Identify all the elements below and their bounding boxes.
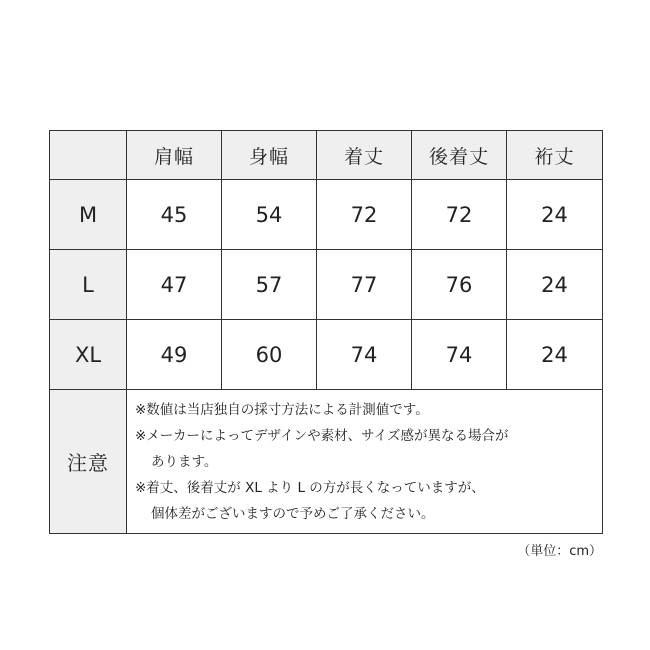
table-cell: 47 [127,250,222,320]
table-cell: 72 [412,180,507,250]
notes-label: 注意 [50,390,127,534]
header-back-length: 後着丈 [412,131,507,180]
table-cell: 24 [507,250,603,320]
table-cell: 57 [222,250,317,320]
size-chart-table [49,130,603,534]
note-line: 個体差がございますので予めご了承ください。 [151,505,435,522]
size-label: L [50,250,127,320]
corner-cell [50,131,127,180]
notes-row [50,390,603,534]
table-cell: 60 [222,320,317,390]
table-row-m [50,180,603,250]
table-cell: 74 [412,320,507,390]
table-row-l [50,250,603,320]
size-label: M [50,180,127,250]
header-length: 着丈 [317,131,412,180]
note-line: ※着丈、後着丈が XL より L の方が長くなっていますが、 [135,479,485,496]
table-cell: 49 [127,320,222,390]
header-body-width: 身幅 [222,131,317,180]
header-shoulder-width: 肩幅 [127,131,222,180]
header-sleeve-length: 裄丈 [507,131,603,180]
table-cell: 77 [317,250,412,320]
note-line: ※数値は当店独自の採寸方法による計測値です。 [135,401,429,418]
table-cell: 45 [127,180,222,250]
table-row-xl [50,320,603,390]
table-cell: 24 [507,180,603,250]
size-label: XL [50,320,127,390]
table-cell: 24 [507,320,603,390]
header-row [50,131,603,180]
table-cell: 76 [412,250,507,320]
note-line: ※メーカーによってデザインや素材、サイズ感が異なる場合が [135,427,509,444]
notes-cell [127,390,603,534]
note-line: あります。 [151,453,218,470]
unit-note: （単位：cm） [517,544,602,559]
table-cell: 72 [317,180,412,250]
table-cell: 54 [222,180,317,250]
table-cell: 74 [317,320,412,390]
